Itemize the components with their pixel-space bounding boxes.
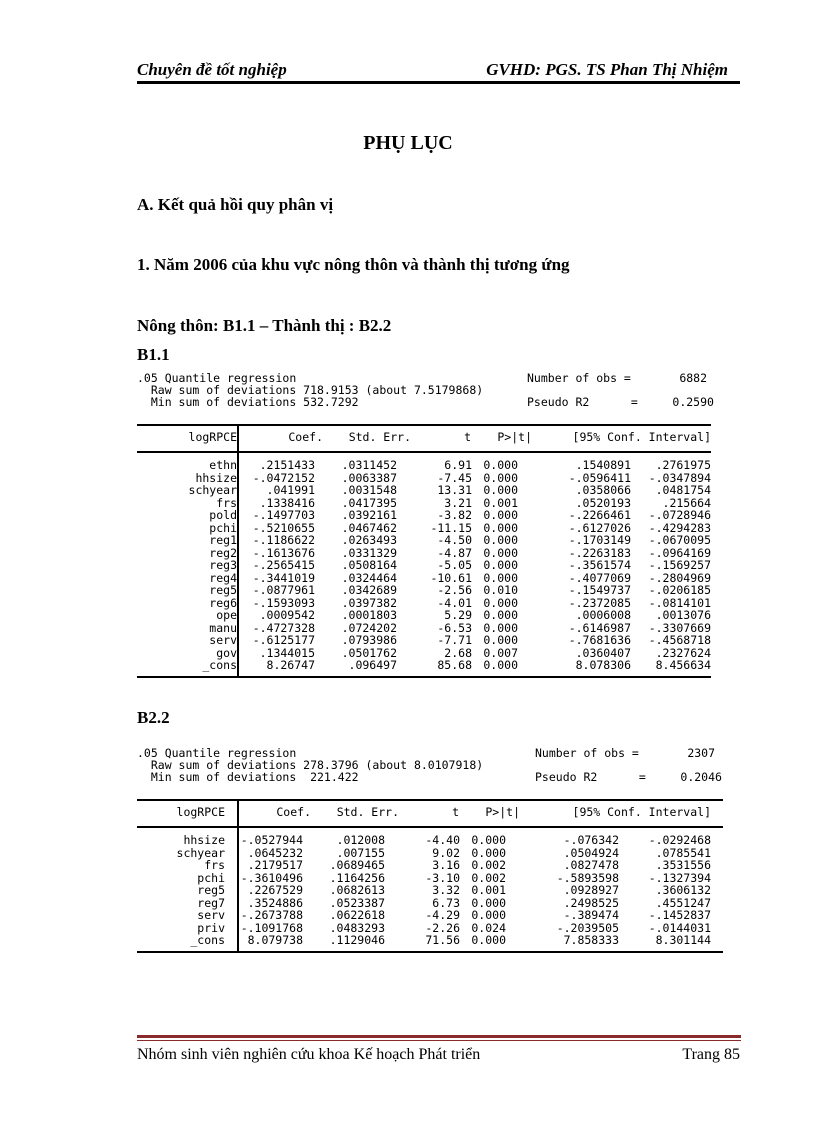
b11-row-value: 8.26747	[266, 658, 315, 672]
b11-row-value: 8.078306	[575, 658, 631, 672]
b11-row-variable: ope	[216, 608, 237, 622]
b22-row-variable: frs	[204, 858, 225, 872]
b22-row-variable: schyear	[176, 845, 225, 860]
b22-row-value: -2.26	[425, 920, 460, 935]
b11-row-value: -.4077069	[568, 570, 631, 585]
b11-row-value: -.1703149	[568, 533, 631, 547]
b22-row-value: 71.56	[425, 933, 460, 947]
b11-col-separator	[237, 424, 239, 678]
b11-row-value: -.3561574	[568, 558, 631, 572]
b22-row-value: -.0292468	[648, 833, 711, 847]
b22-row-value: 0.000	[471, 895, 506, 910]
b11-row-value: .0501762	[341, 645, 397, 660]
b22-row-value: .4551247	[655, 895, 711, 910]
b11-row-value: .2327624	[655, 645, 711, 660]
b11-row-value: -.2804969	[648, 570, 711, 585]
b11-row-value: .215664	[662, 495, 711, 510]
b22-row-value: .0827478	[563, 858, 619, 872]
b11-row-value: -.5210655	[252, 520, 315, 535]
b22-row-value: 3.16	[432, 858, 460, 872]
b22-col-header: t	[452, 805, 459, 819]
b11-rule-bottom	[137, 676, 711, 678]
b11-col-header: Coef.	[288, 430, 323, 444]
b22-row-value: 0.000	[471, 933, 506, 947]
subtitle: Nông thôn: B1.1 – Thành thị : B2.2	[137, 316, 392, 335]
b22-row-value: .0785541	[655, 845, 711, 860]
b11-row-value: .0417395	[341, 495, 397, 510]
b11-row-value: .0263493	[341, 533, 397, 547]
b11-row-value: .0006008	[575, 608, 631, 622]
b22-row-value: 9.02	[432, 845, 460, 860]
b22-row-value: 0.002	[471, 870, 506, 885]
b22-row-value: 0.000	[471, 908, 506, 922]
b22-row-value: .0689465	[329, 858, 385, 872]
b11-row-value: -4.01	[437, 595, 472, 610]
b11-row-value: 0.000	[483, 533, 518, 547]
b22-row-variable: serv	[197, 908, 225, 922]
b11-row-value: 85.68	[437, 658, 472, 672]
footer-rule-thin	[137, 1040, 741, 1041]
b22-row-value: 0.001	[471, 883, 506, 897]
b22-row-value: .3524886	[247, 895, 303, 910]
b11-row-variable: ethn	[209, 458, 237, 472]
b11-row-value: 6.91	[444, 458, 472, 472]
header-left-text: Chuyên đề tốt nghiệp	[137, 60, 287, 79]
b11-row-value: .2761975	[655, 458, 711, 472]
b11-row-value: .0793986	[341, 633, 397, 647]
b22-coef-table	[137, 799, 715, 961]
b11-row-variable: reg1	[209, 533, 237, 547]
b22-row-value: -.0527944	[240, 833, 303, 847]
b11-row-variable: reg2	[209, 545, 237, 560]
b11-header-line3-right: Pseudo R2 = 0.2590	[527, 395, 714, 409]
b11-row-value: .096497	[348, 658, 397, 672]
table-label-b11: B1.1	[137, 345, 170, 364]
b22-row-value: .012008	[336, 833, 385, 847]
b22-row-variable: reg5	[197, 883, 225, 897]
b11-row-value: .0001803	[341, 608, 397, 622]
b11-row-value: -4.87	[437, 545, 472, 560]
b11-row-value: -2.56	[437, 583, 472, 597]
b22-row-value: -.1452837	[648, 908, 711, 922]
b22-col-header: [95% Conf. Interval]	[572, 805, 711, 819]
b11-row-value: 3.21	[444, 495, 472, 510]
b11-row-value: 13.31	[437, 483, 472, 497]
b11-row-variable: frs	[216, 495, 237, 510]
b11-row-value: -4.50	[437, 533, 472, 547]
b22-row-value: .0928927	[563, 883, 619, 897]
b11-row-value: .0360407	[575, 645, 631, 660]
b22-row-value: .0523387	[329, 895, 385, 910]
b11-row-value: .0342689	[341, 583, 397, 597]
b11-row-value: .2151433	[259, 458, 315, 472]
b11-row-value: .1344015	[259, 645, 315, 660]
b11-row-value: 0.007	[483, 645, 518, 660]
b11-row-value: -11.15	[430, 520, 472, 535]
b22-header-line2: Raw sum of deviations 278.3796 (about 8.0107918)	[137, 758, 484, 772]
b11-row-value: -.7681636	[568, 633, 631, 647]
b11-row-value: -7.45	[437, 470, 472, 485]
b22-row-value: .1129046	[329, 933, 385, 947]
b11-rule-top	[137, 424, 711, 426]
b11-row-value: .0311452	[341, 458, 397, 472]
b11-row-value: -.0670095	[648, 533, 711, 547]
b11-row-value: -.2372085	[568, 595, 631, 610]
b11-row-value: -.0728946	[648, 508, 711, 522]
b11-row-value: .0467462	[341, 520, 397, 535]
b11-row-value: 0.000	[483, 658, 518, 672]
b11-row-value: .0013076	[655, 608, 711, 622]
b22-row-value: .007155	[336, 845, 385, 860]
b11-rule-header	[137, 451, 711, 453]
b22-row-value: -.1091768	[240, 920, 303, 935]
b22-row-value: 0.000	[471, 833, 506, 847]
b11-row-value: -.6125177	[252, 633, 315, 647]
header-rule	[137, 81, 740, 84]
b11-row-value: 0.000	[483, 483, 518, 497]
b11-row-value: -.2266461	[568, 508, 631, 522]
b22-col-header: Coef.	[276, 805, 311, 819]
page-title: PHỤ LỤC	[363, 132, 453, 154]
b22-row-value: .0504924	[563, 845, 619, 860]
b11-row-variable: _cons	[202, 658, 237, 672]
b11-row-value: -6.53	[437, 620, 472, 635]
b11-row-value: -.2565415	[252, 558, 315, 572]
b11-row-value: -5.05	[437, 558, 472, 572]
section-a-heading: A. Kết quả hồi quy phân vị	[137, 195, 334, 214]
b11-row-value: 2.68	[444, 645, 472, 660]
b11-row-value: -.4568718	[648, 633, 711, 647]
b11-row-value: -.0347894	[648, 470, 711, 485]
b22-col-header: Std. Err.	[336, 805, 399, 819]
b22-row-value: 7.858333	[563, 933, 619, 947]
b22-row-value: .3606132	[655, 883, 711, 897]
b11-row-value: 0.000	[483, 595, 518, 610]
b22-col-header: logRPCE	[176, 805, 225, 819]
b22-row-value: .0483293	[329, 920, 385, 935]
b11-row-variable: pold	[209, 508, 237, 522]
b11-row-variable: gov	[216, 645, 237, 660]
b22-row-variable: hhsize	[183, 833, 225, 847]
b11-row-value: .1338416	[259, 495, 315, 510]
b22-row-value: .3531556	[655, 858, 711, 872]
b22-row-variable: _cons	[190, 933, 225, 947]
b22-row-value: -.5893598	[556, 870, 619, 885]
b11-row-value: -.3307669	[648, 620, 711, 635]
b11-row-value: 5.29	[444, 608, 472, 622]
b11-row-value: -.0964169	[648, 545, 711, 560]
b11-row-value: .0397382	[341, 595, 397, 610]
b22-row-variable: reg7	[197, 895, 225, 910]
b11-row-value: 0.000	[483, 545, 518, 560]
b22-row-value: 6.73	[432, 895, 460, 910]
footer-left-text: Nhóm sinh viên nghiên cứu khoa Kế hoạch Phát triển	[137, 1046, 481, 1063]
b22-row-value: .0645232	[247, 845, 303, 860]
b11-row-value: .0520193	[575, 495, 631, 510]
b22-row-value: .0682613	[329, 883, 385, 897]
b22-col-separator	[237, 799, 239, 953]
b22-header-line3-left: Min sum of deviations 221.422	[137, 770, 359, 784]
b11-row-variable: reg5	[209, 583, 237, 597]
b11-row-value: .0331329	[341, 545, 397, 560]
b22-row-variable: pchi	[197, 870, 225, 885]
b11-row-variable: serv	[209, 633, 237, 647]
b11-row-value: -.1497703	[252, 508, 315, 522]
b11-row-value: -.0206185	[648, 583, 711, 597]
b11-row-value: -.4727328	[252, 620, 315, 635]
b11-row-value: -.1569257	[648, 558, 711, 572]
b11-header-line1-right: Number of obs = 6882	[527, 371, 708, 385]
b22-row-value: 3.32	[432, 883, 460, 897]
b11-col-header: t	[464, 430, 471, 444]
b11-row-value: .041991	[266, 483, 315, 497]
header-right-text: GVHD: PGS. TS Phan Thị Nhiệm	[486, 60, 728, 79]
b22-row-value: 8.301144	[655, 933, 711, 947]
b22-row-value: .1164256	[329, 870, 385, 885]
b11-row-value: .0508164	[341, 558, 397, 572]
b22-row-value: .2498525	[563, 895, 619, 910]
b22-header-line1-right: Number of obs = 2307	[535, 746, 716, 760]
b11-row-value: 0.000	[483, 620, 518, 635]
b11-row-value: -.6146987	[568, 620, 631, 635]
b11-col-header: logRPCE	[188, 430, 237, 444]
b22-rule-header	[137, 826, 723, 828]
b11-row-variable: schyear	[188, 483, 237, 497]
b11-row-value: 0.000	[483, 570, 518, 585]
b22-row-value: -.389474	[563, 908, 619, 922]
b11-row-value: 0.010	[483, 583, 518, 597]
b22-row-value: -.3610496	[240, 870, 303, 885]
b22-col-header: P>|t|	[485, 805, 520, 819]
b11-row-value: 0.000	[483, 458, 518, 472]
b11-row-value: .0324464	[341, 570, 397, 585]
b11-row-value: .0481754	[655, 483, 711, 497]
b22-rule-top	[137, 799, 723, 801]
b22-row-value: 0.002	[471, 858, 506, 872]
b11-coef-table	[137, 424, 715, 682]
b22-row-value: 0.000	[471, 845, 506, 860]
b11-row-value: -.1549737	[568, 583, 631, 597]
b22-row-value: -4.40	[425, 833, 460, 847]
b22-row-value: .0622618	[329, 908, 385, 922]
b22-row-value: -4.29	[425, 908, 460, 922]
b22-row-value: .2267529	[247, 883, 303, 897]
b22-row-value: .2179517	[247, 858, 303, 872]
b11-header-line3-left: Min sum of deviations 532.7292	[137, 395, 359, 409]
b22-row-value: -.2673788	[240, 908, 303, 922]
b11-row-value: 8.456634	[655, 658, 711, 672]
b11-row-value: -.0877961	[252, 583, 315, 597]
page-number: Trang 85	[682, 1046, 740, 1063]
b11-row-variable: hhsize	[195, 470, 237, 485]
b11-row-value: -.0596411	[568, 470, 631, 485]
b22-row-value: 0.024	[471, 920, 506, 935]
b11-row-value: -.1593093	[252, 595, 315, 610]
regression-b11	[137, 372, 715, 682]
b22-row-value: -.076342	[563, 833, 619, 847]
b11-col-header: P>|t|	[497, 430, 532, 444]
b11-row-value: -.0472152	[252, 470, 315, 485]
b11-col-header: Std. Err.	[348, 430, 411, 444]
b11-row-value: -.3441019	[252, 570, 315, 585]
regression-b22	[137, 746, 722, 961]
b11-row-variable: pchi	[209, 520, 237, 535]
b11-row-value: 0.000	[483, 508, 518, 522]
b22-header-line1-left: .05 Quantile regression	[137, 746, 297, 760]
b11-row-value: 0.000	[483, 470, 518, 485]
b11-row-value: -7.71	[437, 633, 472, 647]
b11-row-variable: reg4	[209, 570, 237, 585]
b11-col-header: [95% Conf. Interval]	[572, 430, 711, 444]
b11-row-value: -.2263183	[568, 545, 631, 560]
b11-row-value: .0063387	[341, 470, 397, 485]
b22-row-value: -.0144031	[648, 920, 711, 935]
b11-row-variable: reg6	[209, 595, 237, 610]
b11-row-value: -.1186622	[252, 533, 315, 547]
table-label-b22: B2.2	[137, 708, 170, 727]
b11-row-value: .0031548	[341, 483, 397, 497]
b11-row-value: -3.82	[437, 508, 472, 522]
b11-row-value: .0009542	[259, 608, 315, 622]
footer-rule	[137, 1035, 741, 1038]
section-1-heading: 1. Năm 2006 của khu vực nông thôn và thành thị tương ứng	[137, 255, 570, 274]
b11-row-value: .0392161	[341, 508, 397, 522]
b11-row-value: -.0814101	[648, 595, 711, 610]
b11-row-value: -10.61	[430, 570, 472, 585]
b11-row-value: -.1613676	[252, 545, 315, 560]
b11-row-value: .0724202	[341, 620, 397, 635]
b11-row-variable: reg3	[209, 558, 237, 572]
b11-row-value: 0.000	[483, 633, 518, 647]
b22-row-value: -.1327394	[648, 870, 711, 885]
b22-header-line3-right: Pseudo R2 = 0.2046	[535, 770, 722, 784]
b11-row-value: .0358066	[575, 483, 631, 497]
b11-row-value: .1540891	[575, 458, 631, 472]
b22-rule-bottom	[137, 951, 723, 953]
b22-row-variable: priv	[197, 920, 225, 935]
b22-row-value: 8.079738	[247, 933, 303, 947]
b11-row-variable: manu	[209, 620, 237, 635]
b11-row-value: 0.001	[483, 495, 518, 510]
b22-row-value: -3.10	[425, 870, 460, 885]
b11-header-line2: Raw sum of deviations 718.9153 (about 7.5179868)	[137, 383, 484, 397]
b11-row-value: 0.000	[483, 520, 518, 535]
b11-row-value: 0.000	[483, 608, 518, 622]
b11-row-value: -.6127026	[568, 520, 631, 535]
b11-header-line1-left: .05 Quantile regression	[137, 371, 297, 385]
b11-row-value: -.4294283	[648, 520, 711, 535]
b11-row-value: 0.000	[483, 558, 518, 572]
b22-row-value: -.2039505	[556, 920, 619, 935]
